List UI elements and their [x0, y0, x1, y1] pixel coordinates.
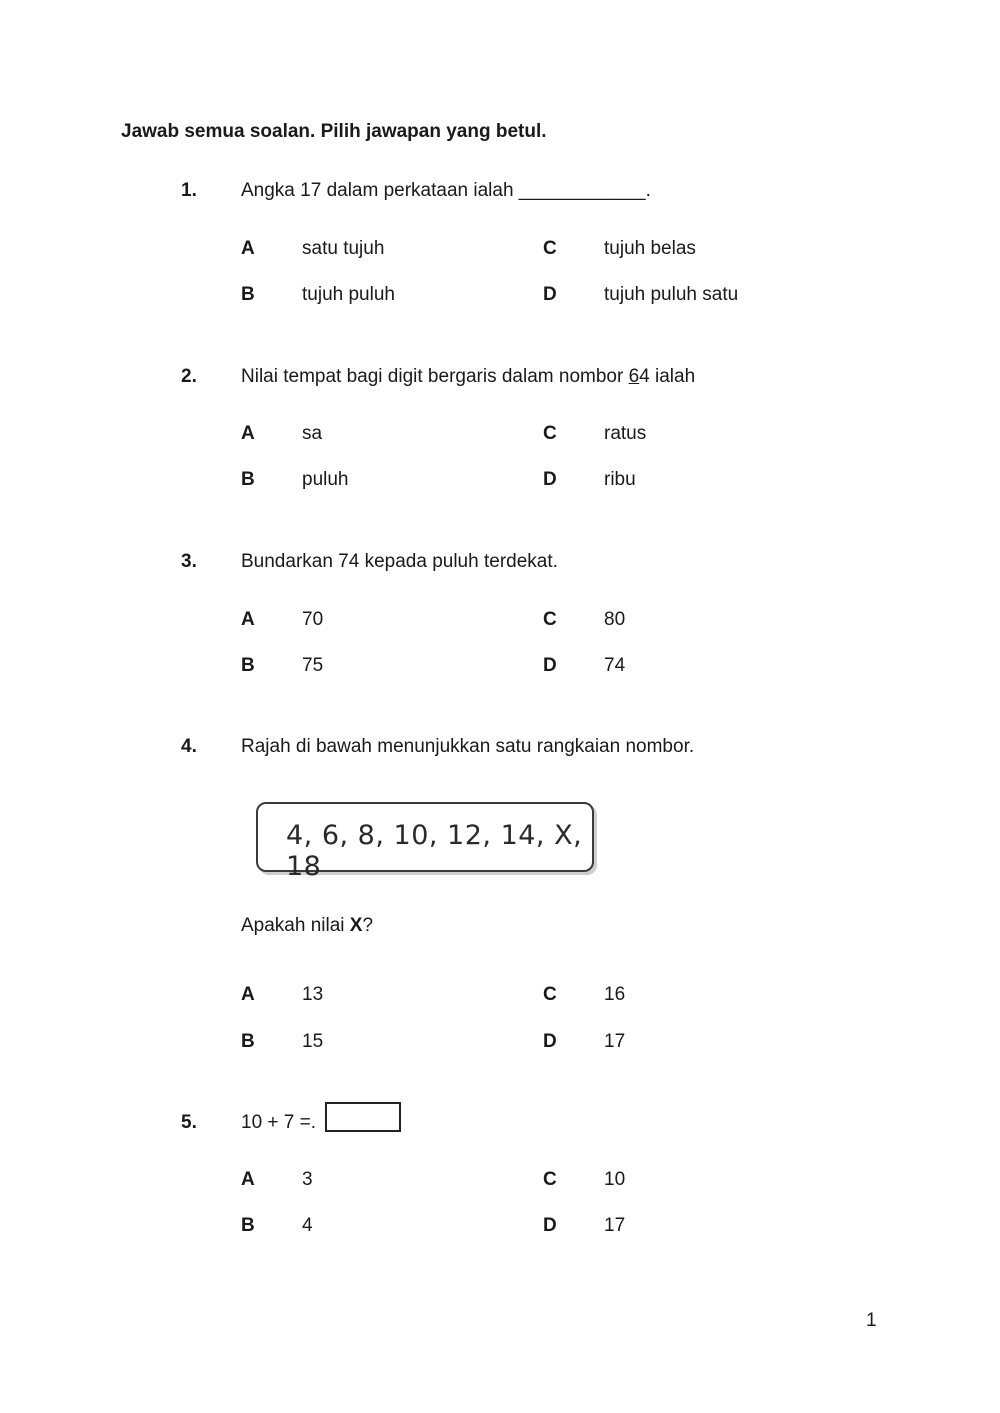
- question-1-text: Angka 17 dalam perkataan ialah ____________.: [241, 180, 651, 201]
- question-5-number: 5.: [181, 1112, 197, 1133]
- q2-option-b-letter[interactable]: B: [241, 469, 255, 490]
- q1-option-b-letter[interactable]: B: [241, 284, 255, 305]
- q2-option-c-text[interactable]: ratus: [604, 423, 647, 444]
- q1-option-c-text[interactable]: tujuh belas: [604, 238, 696, 259]
- q3-option-b-text[interactable]: 75: [302, 655, 324, 676]
- q5-option-a-letter[interactable]: A: [241, 1169, 255, 1190]
- q2-option-d-text[interactable]: ribu: [604, 469, 636, 490]
- q1-option-d-text[interactable]: tujuh puluh satu: [604, 284, 739, 305]
- q1-option-b-text[interactable]: tujuh puluh: [302, 284, 395, 305]
- q3-option-d-text[interactable]: 74: [604, 655, 626, 676]
- question-3-text: Bundarkan 74 kepada puluh terdekat.: [241, 551, 558, 572]
- q4-option-d-text[interactable]: 17: [604, 1031, 626, 1052]
- q4-sub-before: Apakah nilai: [241, 915, 350, 936]
- q1-option-a-letter[interactable]: A: [241, 238, 255, 259]
- q4-option-b-letter[interactable]: B: [241, 1031, 255, 1052]
- question-3-number: 3.: [181, 551, 197, 572]
- q2-option-d-letter[interactable]: D: [543, 469, 557, 490]
- q3-option-a-letter[interactable]: A: [241, 609, 255, 630]
- q3-option-b-letter[interactable]: B: [241, 655, 255, 676]
- q2-text-before: Nilai tempat bagi digit bergaris dalam nombor: [241, 366, 629, 387]
- q3-option-d-letter[interactable]: D: [543, 655, 557, 676]
- q4-option-a-letter[interactable]: A: [241, 984, 255, 1005]
- q3-option-c-text[interactable]: 80: [604, 609, 626, 630]
- q1-option-d-letter[interactable]: D: [543, 284, 557, 305]
- q4-sub-x: X: [349, 915, 363, 936]
- question-4-subquestion: [241, 915, 373, 937]
- q1-option-a-text[interactable]: satu tujuh: [302, 238, 385, 259]
- question-2-number: 2.: [181, 366, 197, 387]
- question-1-number: 1.: [181, 180, 197, 201]
- question-4-text: Rajah di bawah menunjukkan satu rangkaian nombor.: [241, 736, 695, 757]
- q4-option-c-text[interactable]: 16: [604, 984, 626, 1005]
- q3-option-a-text[interactable]: 70: [302, 609, 324, 630]
- q2-option-b-text[interactable]: puluh: [302, 469, 349, 490]
- question-2-text: [241, 366, 695, 388]
- number-sequence: 4, 6, 8, 10, 12, 14, X, 18: [286, 820, 583, 882]
- q5-option-d-letter[interactable]: D: [543, 1215, 557, 1236]
- question-4-number: 4.: [181, 736, 197, 757]
- q1-option-c-letter[interactable]: C: [543, 238, 557, 259]
- q2-option-c-letter[interactable]: C: [543, 423, 557, 444]
- q4-option-a-text[interactable]: 13: [302, 984, 324, 1005]
- q3-option-c-letter[interactable]: C: [543, 609, 557, 630]
- instructions: Jawab semua soalan. Pilih jawapan yang betul.: [121, 121, 547, 142]
- page-number: 1: [866, 1310, 877, 1331]
- q4-option-c-letter[interactable]: C: [543, 984, 557, 1005]
- q5-option-a-text[interactable]: 3: [302, 1169, 313, 1190]
- number-sequence-box: [256, 802, 594, 882]
- answer-box[interactable]: [325, 1102, 401, 1132]
- q5-option-c-text[interactable]: 10: [604, 1169, 626, 1190]
- q5-option-b-text[interactable]: 4: [302, 1215, 313, 1236]
- q2-option-a-letter[interactable]: A: [241, 423, 255, 444]
- q5-option-b-letter[interactable]: B: [241, 1215, 255, 1236]
- q2-text-after: 4 ialah: [639, 366, 696, 387]
- q5-option-d-text[interactable]: 17: [604, 1215, 626, 1236]
- q4-sub-after: ?: [362, 915, 374, 936]
- q4-option-b-text[interactable]: 15: [302, 1031, 324, 1052]
- question-5-text: 10 + 7 =.: [241, 1112, 317, 1133]
- q4-option-d-letter[interactable]: D: [543, 1031, 557, 1052]
- q5-option-c-letter[interactable]: C: [543, 1169, 557, 1190]
- q2-underlined-digit: 6: [628, 366, 640, 387]
- q2-option-a-text[interactable]: sa: [302, 423, 323, 444]
